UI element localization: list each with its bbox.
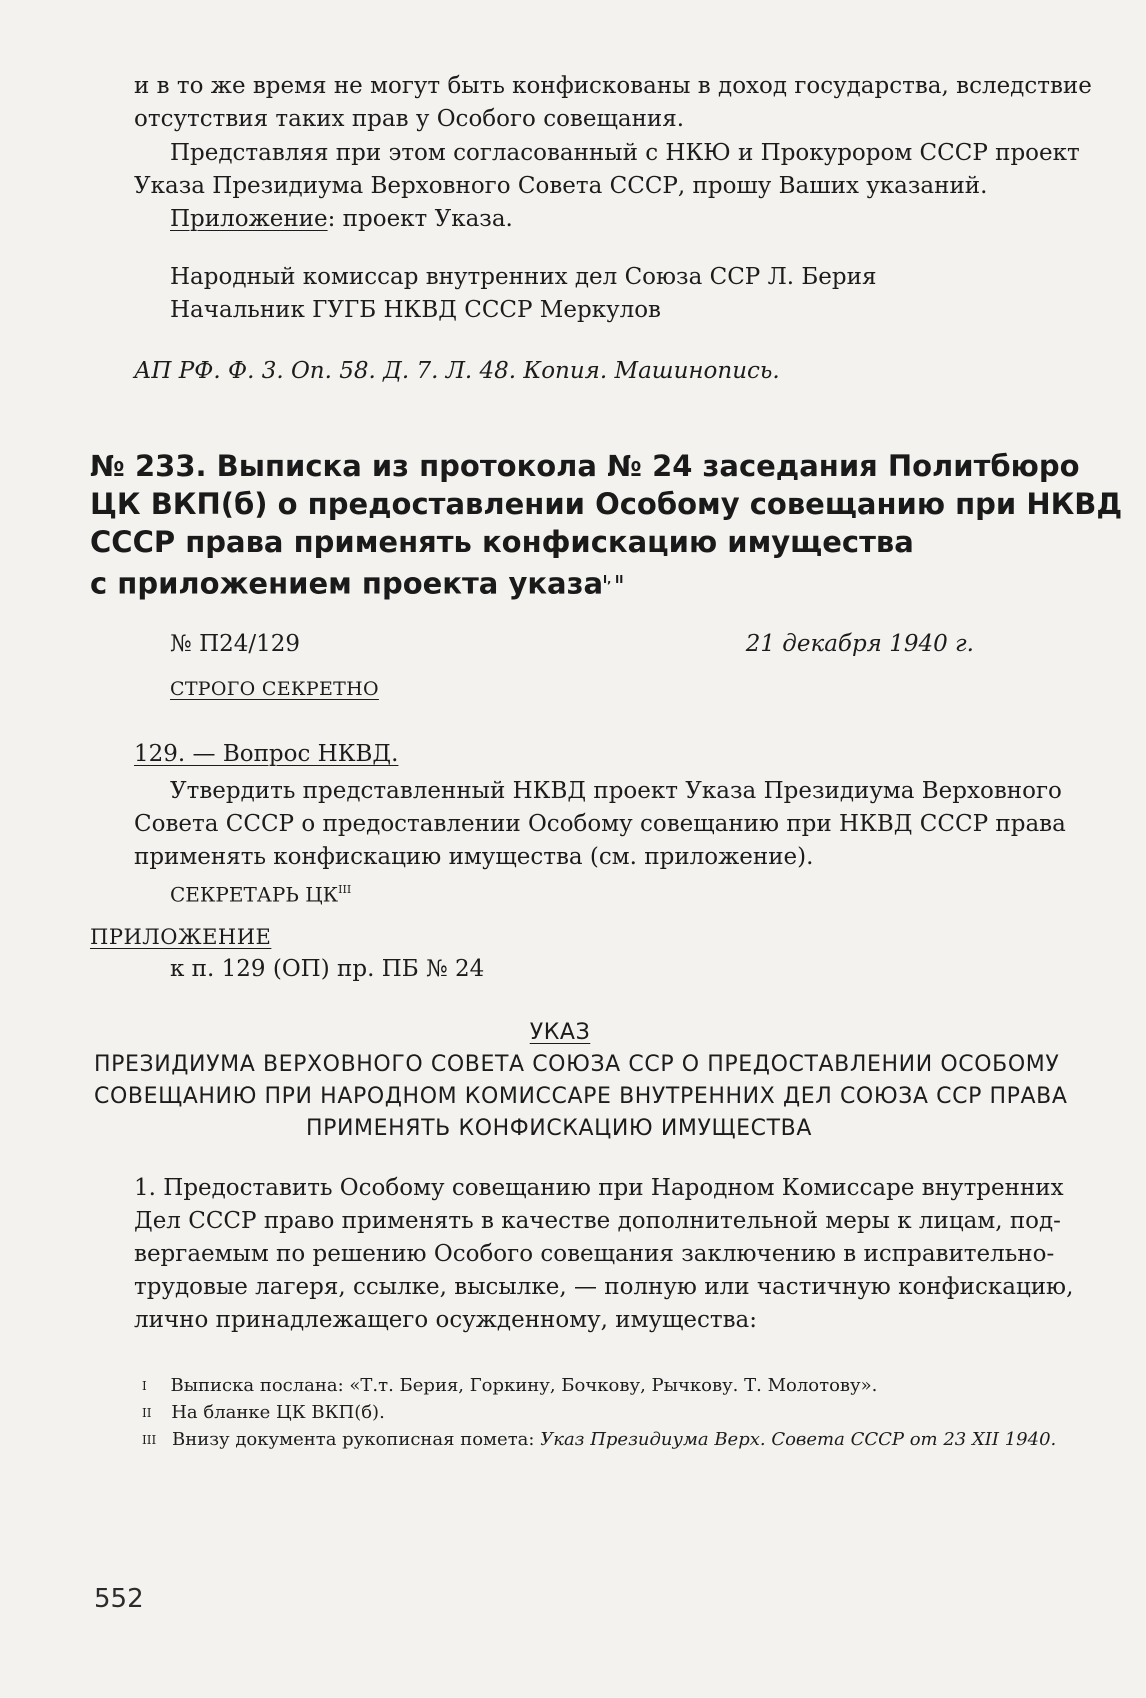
attachment-text: : проект Указа. [327,206,513,232]
body-text-line: Представляя при этом согласованный с НКЮ и Прокурором СССР проект [170,140,1080,166]
footnote-italic-text: Указ Президиума Верх. Совета СССР от 23 XII 1940. [540,1429,1057,1450]
document-heading-line: СССР права применять конфискацию имущества [90,525,914,559]
body-text-line: отсутствия таких прав у Особого совещания. [134,106,685,132]
footnote [142,1373,877,1399]
footnote-mark: III [142,1433,157,1447]
signer-line: Начальник ГУГБ НКВД СССР Меркулов [170,297,662,323]
resolution-item [134,738,398,770]
heading-text: с приложением проекта указа [90,566,604,601]
document-heading-line [90,561,623,603]
footnote-text: Внизу документа рукописная помета: [171,1429,541,1450]
appendix-label: ПРИЛОЖЕНИЕ [90,925,272,949]
classification-stamp: СТРОГО СЕКРЕТНО [170,678,379,700]
attachment-line [170,203,513,235]
ukaz-paragraph-line: Дел СССР право применять в качестве дополнительной меры к лицам, под- [134,1208,1061,1234]
footnote-mark: I [142,1379,147,1393]
ukaz-title: УКАЗ [529,1020,591,1045]
signature-text: СЕКРЕТАРЬ ЦК [170,882,339,907]
body-text-line: Совета СССР о предоставлении Особому совещанию при НКВД СССР права [134,811,1066,837]
document-date: 21 декабря 1940 г. [745,631,974,657]
secretary-signature [170,874,351,911]
body-text-line: Утвердить представленный НКВД проект Указа Президиума Верховного [170,778,1062,804]
body-text-line: применять конфискацию имущества (см. приложение). [134,844,814,870]
footnote-text: Выписка послана: «Т.т. Берия, Горкину, Бочкову, Рычкову. Т. Молотову». [170,1375,878,1396]
ukaz-paragraph-line: 1. Предоставить Особому совещанию при Народном Комиссаре внутренних [134,1175,1064,1201]
footnote-mark: II [142,1406,152,1420]
footnote-ref: I, II [603,573,624,586]
ukaz-paragraph-line: трудовые лагеря, ссылке, высылке, — полную или частичную конфискацию, [134,1274,1074,1300]
body-text-line: Указа Президиума Верховного Совета СССР, прошу Ваших указаний. [134,173,988,199]
ukaz-paragraph-line: лично принадлежащего осужденному, имущества: [134,1307,758,1333]
ukaz-heading-line: СОВЕЩАНИЮ ПРИ НАРОДНОМ КОМИССАРЕ ВНУТРЕННИХ ДЕЛ СОЮЗА ССР ПРАВА [94,1084,1068,1109]
signer-line: Народный комиссар внутренних дел Союза ССР Л. Берия [170,264,877,290]
ukaz-heading-line: ПРЕЗИДИУМА ВЕРХОВНОГО СОВЕТА СОЮЗА ССР О ПРЕДОСТАВЛЕНИИ ОСОБОМУ [94,1052,1060,1077]
footnote-ref: III [338,883,352,896]
appendix-reference: к п. 129 (ОП) пр. ПБ № 24 [170,956,485,982]
document-heading-line: ЦК ВКП(б) о предоставлении Особому совещанию при НКВД [90,487,1123,521]
resolution-item-text: 129. — Вопрос НКВД. [134,741,399,767]
footnote-text: На бланке ЦК ВКП(б). [171,1402,385,1423]
protocol-number: № П24/129 [170,631,301,657]
ukaz-paragraph-line: вергаемым по решению Особого совещания заключению в исправительно- [134,1241,1055,1267]
footnote [142,1427,1056,1453]
ukaz-heading-line: ПРИМЕНЯТЬ КОНФИСКАЦИЮ ИМУЩЕСТВА [305,1116,813,1141]
archive-reference: АП РФ. Ф. 3. Оп. 58. Д. 7. Л. 48. Копия. Машинопись. [134,358,780,384]
document-heading-line: № 233. Выписка из протокола № 24 заседания Политбюро [90,449,1080,483]
body-text-line: и в то же время не могут быть конфискованы в доход государства, вследствие [134,73,1092,99]
page-number: 552 [94,1584,144,1614]
footnote [142,1400,385,1426]
attachment-label: Приложение [170,206,328,232]
